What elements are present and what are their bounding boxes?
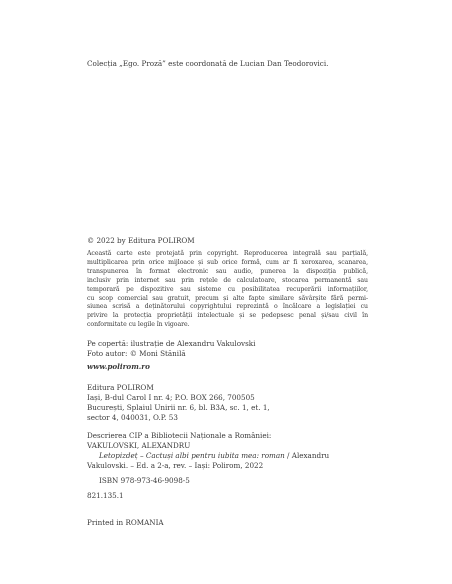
rights-line: inclusiv prin internet sau prin rețele de calculatoare, stocarea permanentă sau [87,276,368,284]
rights-line: Această carte este protejată prin copyright. Reproducerea integrală sau parțială, [87,250,368,257]
publisher-name: Editura POLIROM [87,383,154,392]
series-note: Colecția „Ego. Proză” este coordonată de Lucian Dan Teodorovici. [87,59,329,68]
photo-credit: Foto autor: © Moni Stănilă [87,349,186,358]
cip-heading: Descrierea CIP a Bibliotecii Naționale a României: [87,431,272,440]
cip-udc: 821.135.1 [87,491,124,500]
cip-title-line [87,451,377,461]
rights-line: transpunerea în format electronic sau audio, punerea la dispoziția publică, [87,267,368,275]
rights-line: privire la protecția proprietății intelectuale și se pedepsesc penal și/sau civil în [87,312,368,320]
publisher-address: Iași, B-dul Carol I nr. 4; P.O. BOX 266, 700505 [87,393,255,402]
cover-credit: Pe copertă: ilustrație de Alexandru Vakulovski [87,339,256,348]
publisher-address: sector 4, 040031, O.P. 53 [87,413,178,422]
printed-in: Printed in ROMANIA [87,518,164,527]
publisher-address: București, Splaiul Unirii nr. 6, bl. B3A, sc. 1, et. 1, [87,403,270,412]
rights-line: multiplicarea prin orice mijloace și sub orice formă, cum ar fi xeroxarea, scanarea, [87,258,368,266]
credits [87,339,377,359]
website-link[interactable]: www.polirom.ro [87,362,150,371]
rights-line: cu scop comercial sau gratuit, precum și alte fapte similare săvârșite fără permi- [87,294,368,302]
cip-isbn: ISBN 978-973-46-9098-5 [99,476,190,485]
rights-line: conformitate cu legile în vigoare. [87,321,190,329]
publisher-block [87,383,377,423]
copyright-line: © 2022 by Editura POLIROM [87,236,195,245]
rights-line: siunea scrisă a deținătorului copyrightului reprezintă o încălcare a legislației cu [87,303,368,311]
rights-paragraph [87,250,368,330]
cip-author: VAKULOVSKI, ALEXANDRU [87,441,191,450]
rights-line: temporară pe dispozitive sau sisteme cu posibilitatea recuperării informațiilor, [87,285,368,293]
cip-block [87,431,377,501]
cip-edition: Vakulovski. – Ed. a 2-a, rev. – Iași: Polirom, 2022 [87,461,264,470]
cip-title: Letopizdeț – Cactuși albi pentru iubita mea: roman [99,451,285,460]
cip-title-rest: / Alexandru [284,451,330,460]
